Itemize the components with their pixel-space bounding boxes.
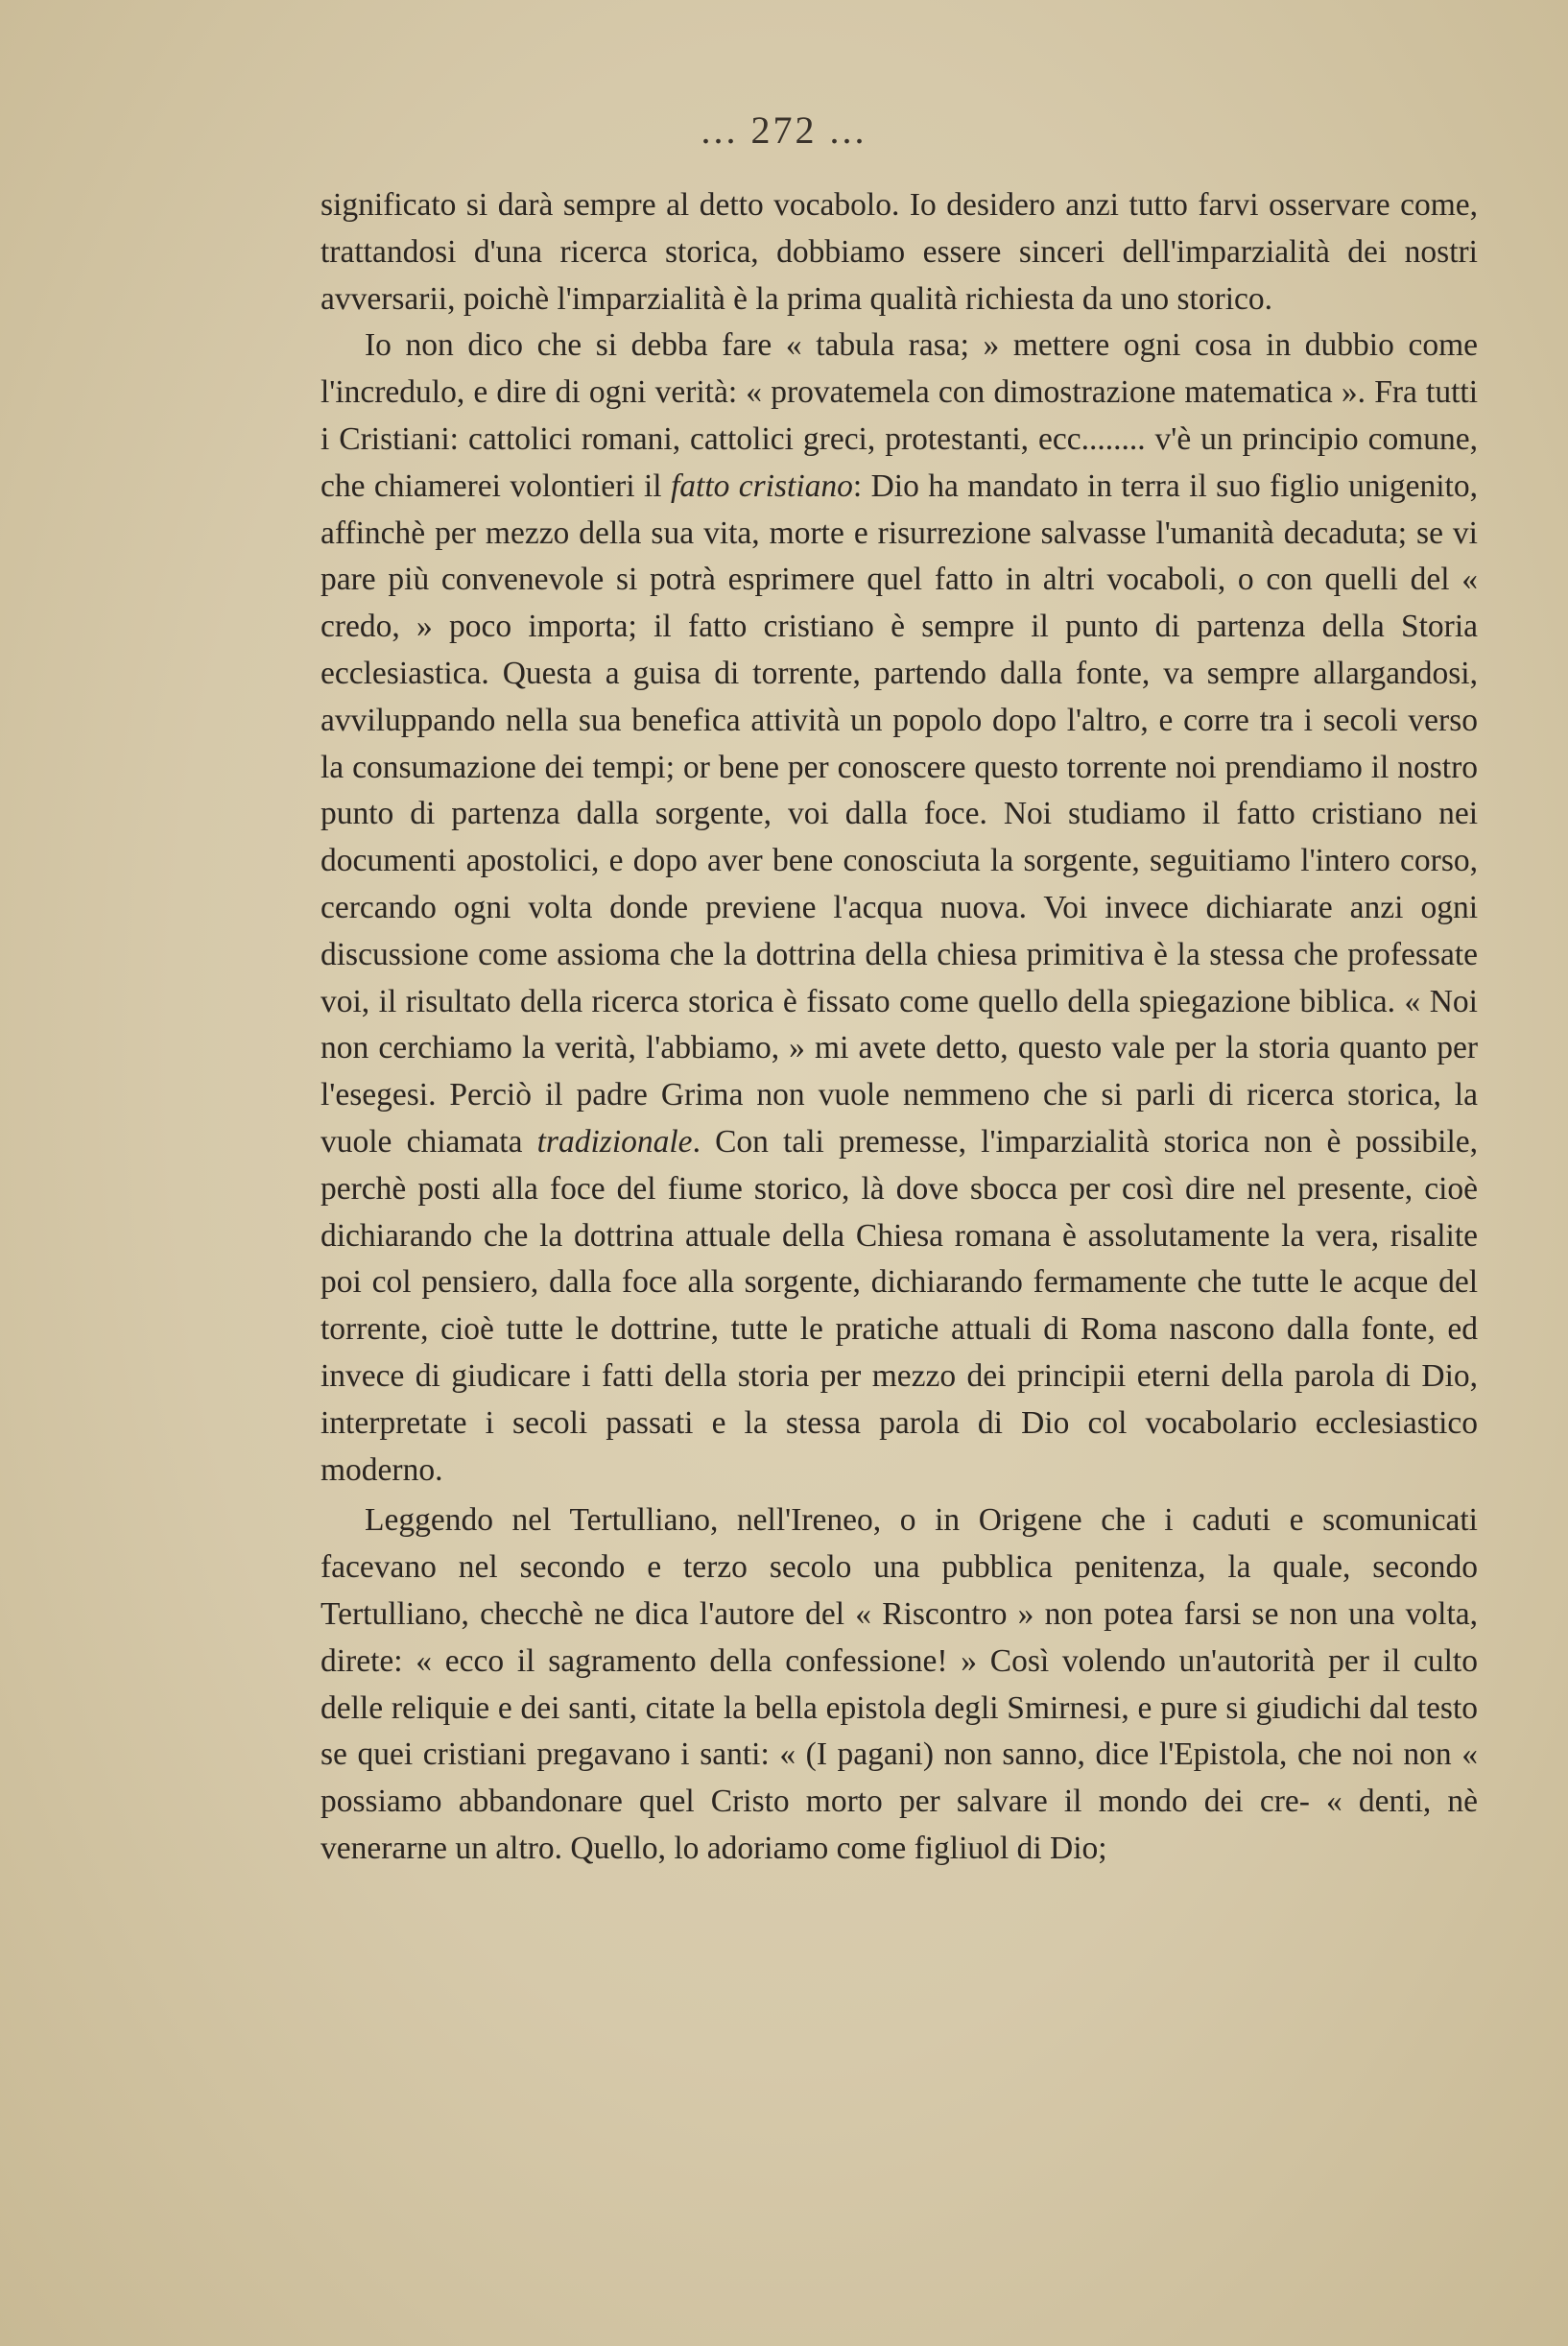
paragraph-3-text: Leggendo nel Tertulliano, nell'Ireneo, o in Origene che i caduti e scomunicati facevano nel secondo e terzo secolo una pubblica penitenza, la quale, secondo Tertulliano, checchè ne dica l'autore del « Riscontro » non potea farsi se non una volta, direte: « ecco il sagramento della confessione! » Così volendo un'autorità per il culto delle reliquie e dei santi, citate la bella epistola degli Smirnesi, e pure si giudichi dal testo se quei cristiani pregavano i santi: « (I pagani) non sanno, dice l'Epistola, che noi non « possiamo abbandonare quel Cristo morto per salvare il mondo dei cre- « denti, nè venerarne un altro. Quello, lo adoriamo come figliuol di Dio;: [321, 1502, 1478, 1866]
page-body: [321, 182, 1478, 1873]
paragraph-2-text-a: Io non dico che si debba fare « tabula rasa; » mettere ogni cosa in dubbio come l'incredulo, e dire di ogni verità: « provatemela con dimostrazione matematica ». Fra tutti i Cristiani: cattolici romani, cattolici greci, protestanti, ecc........ v'è un principio comune, che chiamerei volontieri il: [321, 327, 1478, 504]
paragraph-1-text: significato si darà sempre al detto vocabolo. Io desidero anzi tutto farvi osservare come, trattandosi d'una ricerca storica, dobbiamo essere sinceri dell'imparzialità dei nostri avversarii, poichè l'imparzialità è la prima qualità richiesta da uno storico.: [321, 187, 1478, 317]
page-number: ... 272 ...: [701, 108, 867, 152]
paragraph-1: [321, 182, 1478, 323]
paragraph-2: [321, 323, 1478, 1494]
italic-term-tradizionale: tradizionale: [536, 1123, 693, 1160]
paragraph-3: [321, 1497, 1478, 1872]
paragraph-2-text-c: . Con tali premesse, l'imparzialità storica non è possibile, perchè posti alla foce del fiume storico, là dove sbocca per così dire nel presente, cioè dichiarando che la dottrina attuale della Chiesa romana è assolutamente la vera, risalite poi col pensiero, dalla foce alla sorgente, dichiarando fermamente che tutte le acque del torrente, cioè tutte le dottrine, tutte le pratiche attuali di Roma nascono dalla fonte, ed invece di giudicare i fatti della storia per mezzo dei principii eterni della parola di Dio, interpretate i secoli passati e la stessa parola di Dio col vocabolario ecclesiastico moderno.: [321, 1123, 1478, 1488]
paragraph-2-text-b: : Dio ha mandato in terra il suo figlio unigenito, affinchè per mezzo della sua vita, morte e risurrezione salvasse l'umanità decaduta; se vi pare più convenevole si potrà esprimere quel fatto in altri vocaboli, o con quelli del « credo, » poco importa; il fatto cristiano è sempre il punto di partenza della Storia ecclesiastica. Questa a guisa di torrente, partendo dalla fonte, va sempre allargandosi, avviluppando nella sua benefica attività un popolo dopo l'altro, e corre tra i secoli verso la consumazione dei tempi; or bene per conoscere questo torrente noi prendiamo il nostro punto di partenza dalla sorgente, voi dalla foce. Noi studiamo il fatto cristiano nei documenti apostolici, e dopo aver bene conosciuta la sorgente, seguitiamo l'intero corso, cercando ogni volta donde previene l'acqua nuova. Voi invece dichiarate anzi ogni discussione come assioma che la dottrina della chiesa primitiva è la stessa che professate voi, il risultato della ricerca storica è fissato come quello della spiegazione biblica. « Noi non cerchiamo la verità, l'abbiamo, » mi avete detto, questo vale per la storia quanto per l'esegesi. Perciò il padre Grima non vuole nemmeno che si parli di ricerca storica, la vuole chiamata: [321, 467, 1478, 1160]
italic-term-fatto-cristiano: fatto cristiano: [670, 467, 853, 504]
